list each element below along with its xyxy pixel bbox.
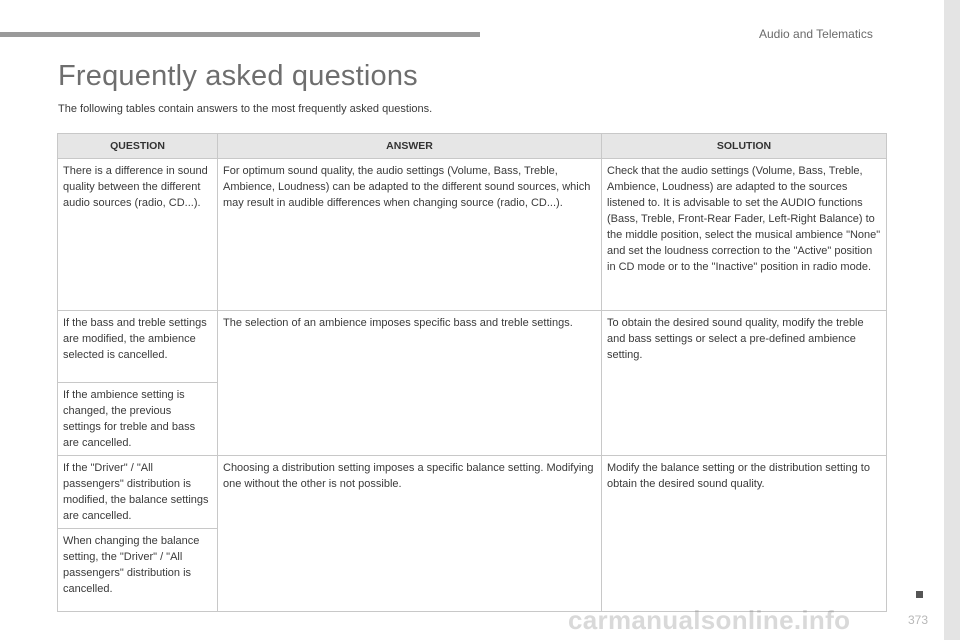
page-number: 373 bbox=[908, 613, 929, 627]
intro-text: The following tables contain answers to the most frequently asked questions. bbox=[58, 103, 433, 115]
question-cell: If the ambience setting is changed, the previous settings for treble and bass are cancelled. bbox=[58, 383, 218, 456]
table-header-row bbox=[58, 134, 887, 159]
page-title: Frequently asked questions bbox=[58, 60, 418, 92]
header-answer: ANSWER bbox=[218, 134, 602, 159]
header-question: QUESTION bbox=[58, 134, 218, 159]
watermark: carmanualsonline.info bbox=[568, 605, 851, 635]
solution-cell: Modify the balance setting or the distribution setting to obtain the desired sound quality. bbox=[602, 456, 887, 612]
section-end-marker bbox=[916, 591, 923, 598]
question-cell: If the "Driver" / "All passengers" distribution is modified, the balance settings are cancelled. bbox=[58, 456, 218, 529]
answer-cell: For optimum sound quality, the audio settings (Volume, Bass, Treble, Ambience, Loudness) can be adapted to the different sound sources, which may result in audible differences when changing source (radio, CD...). bbox=[218, 159, 602, 311]
top-rule bbox=[0, 32, 480, 37]
question-cell: When changing the balance setting, the "Driver" / "All passengers" distribution is cancelled. bbox=[58, 529, 218, 612]
solution-cell: To obtain the desired sound quality, modify the treble and bass settings or select a pre-defined ambience setting. bbox=[602, 311, 887, 456]
page-edge-strip bbox=[944, 0, 960, 640]
question-cell: If the bass and treble settings are modified, the ambience selected is cancelled. bbox=[58, 311, 218, 383]
table-row bbox=[58, 159, 887, 311]
table-row bbox=[58, 311, 887, 383]
header-solution: SOLUTION bbox=[602, 134, 887, 159]
answer-cell: Choosing a distribution setting imposes a specific balance setting. Modifying one without the other is not possible. bbox=[218, 456, 602, 612]
answer-cell: The selection of an ambience imposes specific bass and treble settings. bbox=[218, 311, 602, 456]
section-header: Audio and Telematics bbox=[759, 27, 873, 41]
solution-cell: Check that the audio settings (Volume, Bass, Treble, Ambience, Loudness) are adapted to the sources listened to. It is advisable to set the AUDIO functions (Bass, Treble, Front-Rear Fader, Left-Right Balance) to the middle position, select the musical ambience "None" and set the loudness correction to the "Active" position in CD mode or to the "Inactive" position in radio mode. bbox=[602, 159, 887, 311]
table-row bbox=[58, 456, 887, 529]
question-cell: There is a difference in sound quality between the different audio sources (radio, CD...). bbox=[58, 159, 218, 311]
faq-table bbox=[57, 133, 887, 612]
